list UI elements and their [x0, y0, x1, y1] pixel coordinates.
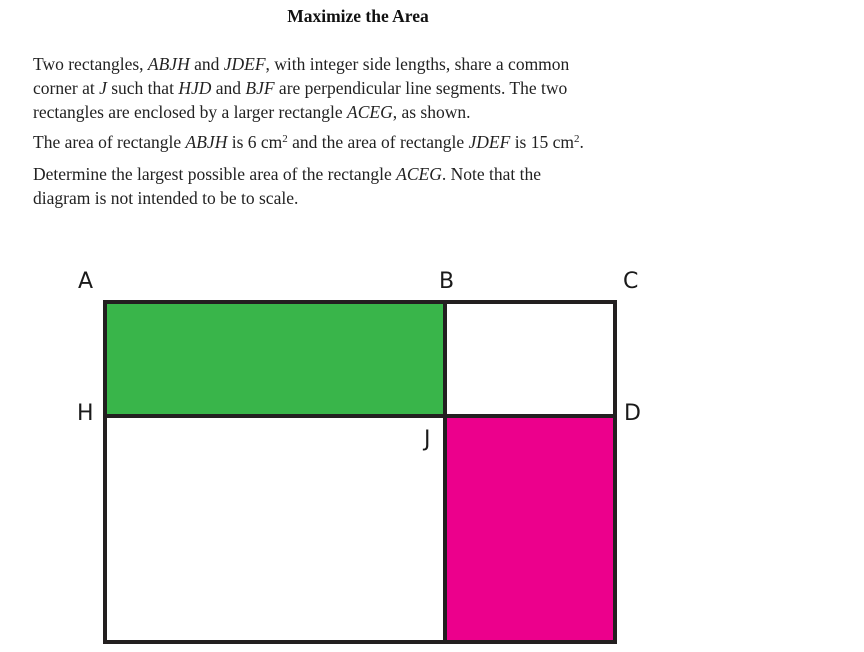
statement-line-2: corner at J such that HJD and BJF are perpendicular line segments. The two	[33, 78, 568, 98]
statement-line-1: Two rectangles, ABJH and JDEF, with integer side lengths, share a common	[33, 54, 570, 74]
label-j: J	[424, 427, 431, 452]
areas-given: The area of rectangle ABJH is 6 $cm^2$ and the area of rectangle JDEF is 15 $cm^2$.	[33, 132, 584, 152]
rectangle-abjh	[105, 302, 445, 416]
label-d: D	[624, 401, 641, 426]
question-line-2: diagram is not intended to be to scale.	[33, 188, 299, 208]
question	[33, 162, 541, 210]
label-h: H	[77, 401, 94, 426]
label-b: B	[439, 269, 455, 294]
page-title: Maximize the Area	[287, 6, 429, 26]
label-a: A	[78, 269, 94, 294]
statement-line-3: rectangles are enclosed by a larger rectangle ACEG, as shown.	[33, 102, 471, 122]
problem-statement	[33, 52, 569, 124]
label-c: C	[623, 269, 639, 294]
rectangles-diagram	[0, 240, 864, 652]
rectangle-jdef	[445, 416, 615, 642]
question-line-1: Determine the largest possible area of the rectangle ACEG. Note that the	[33, 164, 541, 184]
